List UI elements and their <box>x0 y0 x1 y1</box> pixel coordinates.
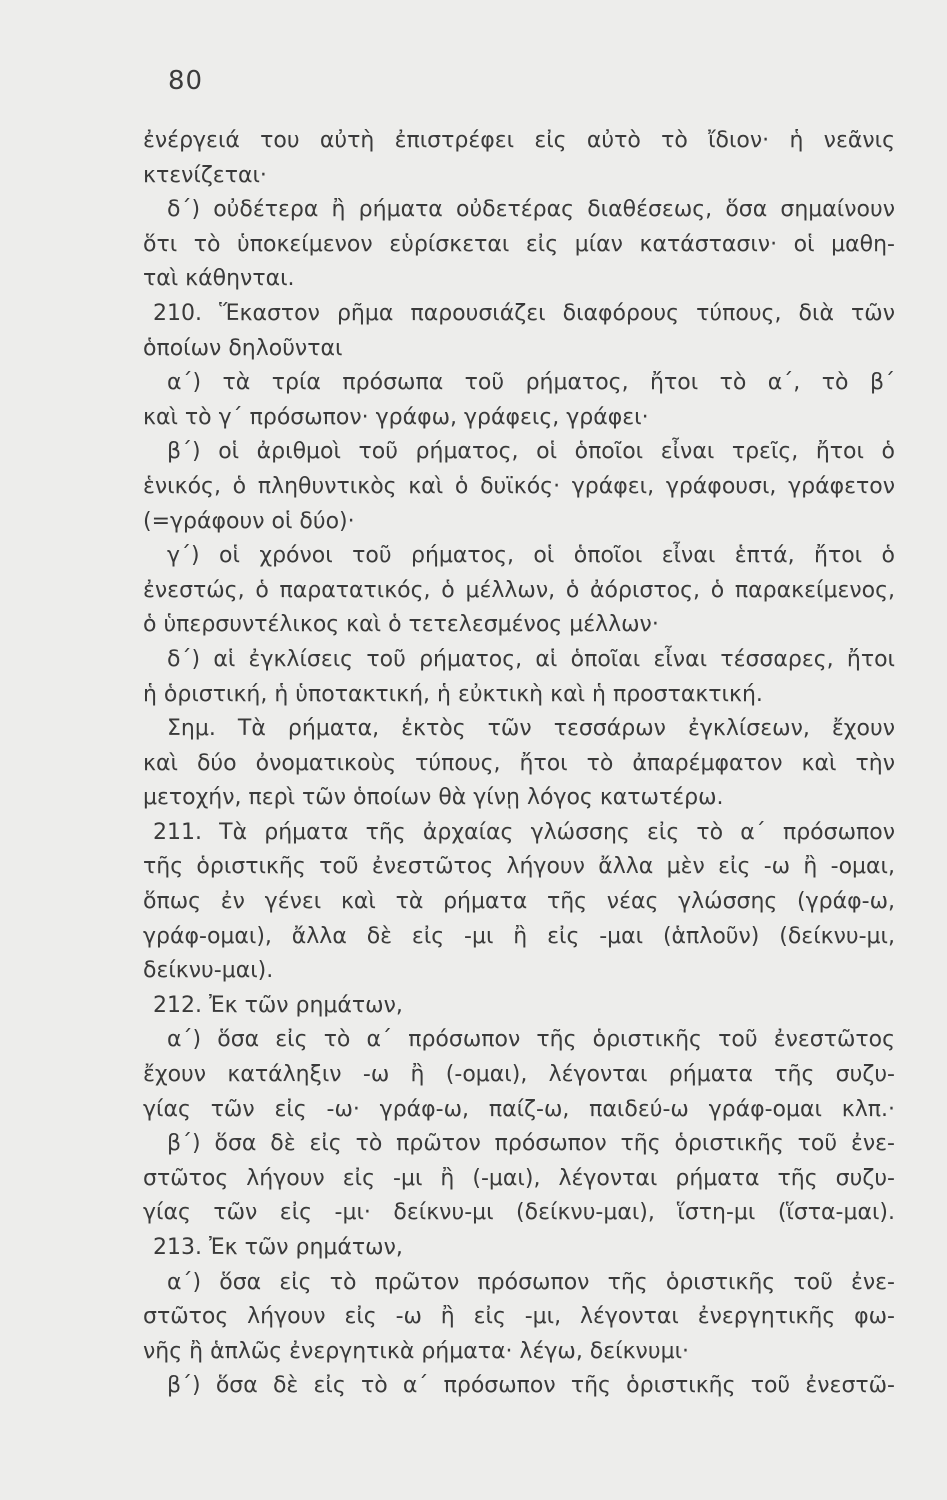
text-line: β΄) οἱ ἀριθμοὶ τοῦ ρήματος, οἱ ὁποῖοι εἶναι τρεῖς, ἤτοι ὁ <box>167 439 895 465</box>
text-line: δείκνυ-μαι). <box>143 958 274 984</box>
text-line: γίας τῶν εἰς -μι· δείκνυ-μι (δείκνυ-μαι), ἵστη-μι (ἵστα-μαι). <box>143 1200 895 1226</box>
text-line: δ΄) οὐδέτερα ἢ ρήματα οὐδετέρας διαθέσεως, ὅσα σημαίνουν <box>167 197 895 223</box>
text-line: ἑνικός, ὁ πληθυντικὸς καὶ ὁ δυϊκός· γράφει, γράφουσι, γράφετον <box>143 473 895 499</box>
text-line: α΄) ὅσα εἰς τὸ πρῶτον πρόσωπον τῆς ὁριστικῆς τοῦ ἐνε- <box>167 1269 895 1295</box>
body-text <box>143 124 895 1404</box>
text-line: νῆς ἢ ἁπλῶς ἐνεργητικὰ ρήματα· λέγω, δείκνυμι· <box>143 1338 690 1364</box>
text-line: 213. Ἐκ τῶν ρημάτων, <box>153 1235 403 1260</box>
text-line: καὶ τὸ γ΄ πρόσωπον· γράφω, γράφεις, γράφει· <box>143 404 649 430</box>
text-line: κτενίζεται· <box>143 162 267 188</box>
text-line: τῆς ὁριστικῆς τοῦ ἐνεστῶτος λήγουν ἄλλα μὲν εἰς -ω ἢ -ομαι, <box>143 854 895 880</box>
text-line: γ΄) οἱ χρόνοι τοῦ ρήματος, οἱ ὁποῖοι εἶναι ἑπτά, ἤτοι ὁ <box>167 543 895 569</box>
text-line: ἡ ὁριστική, ἡ ὑποτακτική, ἡ εὐκτικὴ καὶ ἡ προστακτική. <box>143 681 763 707</box>
text-line: α΄) τὰ τρία πρόσωπα τοῦ ρήματος, ἤτοι τὸ α΄, τὸ β΄ <box>167 370 895 396</box>
text-line: γίας τῶν εἰς -ω· γράφ-ω, παίζ-ω, παιδεύ-ω γράφ-ομαι κλπ.· <box>143 1096 895 1122</box>
text-line: 211. Τὰ ρήματα τῆς ἀρχαίας γλώσσης εἰς τὸ α΄ πρόσωπον <box>153 819 895 845</box>
text-line: ὅπως ἐν γένει καὶ τὰ ρήματα τῆς νέας γλώσσης (γράφ-ω, <box>143 889 895 915</box>
text-line: γράφ-ομαι), ἄλλα δὲ εἰς -μι ἢ εἰς -μαι (ἁπλοῦν) (δείκνυ-μι, <box>143 923 895 949</box>
text-line: στῶτος λήγουν εἰς -μι ἢ (-μαι), λέγονται ρήματα τῆς συζυ- <box>143 1165 895 1191</box>
text-line: 212. Ἐκ τῶν ρημάτων, <box>153 992 403 1018</box>
text-line: 210. Ἕκαστον ρῆμα παρουσιάζει διαφόρους τύπους, διὰ τῶν <box>153 300 895 326</box>
text-line: στῶτος λήγουν εἰς -ω ἢ εἰς -μι, λέγονται ἐνεργητικῆς φω- <box>143 1304 895 1330</box>
text-line: ταὶ κάθηνται. <box>143 266 295 292</box>
text-line: Σημ. Τὰ ρήματα, ἐκτὸς τῶν τεσσάρων ἐγκλίσεων, ἔχουν <box>167 716 895 742</box>
text-line: (=γράφουν οἱ δύο)· <box>143 508 355 534</box>
text-line: ἐνέργειά του αὐτὴ ἐπιστρέφει εἰς αὐτὸ τὸ ἴδιον· ἡ νεᾶνις <box>143 128 895 153</box>
text-line: ὁποίων δηλοῦνται <box>143 335 343 361</box>
text-line: ὁ ὑπερσυντέλικος καὶ ὁ τετελεσμένος μέλλων· <box>143 612 659 638</box>
text-line: δ΄) αἱ ἐγκλίσεις τοῦ ρήματος, αἱ ὁποῖαι εἶναι τέσσαρες, ἤτοι <box>167 646 895 672</box>
text-line: α΄) ὅσα εἰς τὸ α΄ πρόσωπον τῆς ὁριστικῆς τοῦ ἐνεστῶτος <box>167 1027 895 1053</box>
text-line: ἐνεστώς, ὁ παρατατικός, ὁ μέλλων, ὁ ἀόριστος, ὁ παρακείμενος, <box>143 577 895 603</box>
text-line: καὶ δύο ὀνοματικοὺς τύπους, ἤτοι τὸ ἀπαρέμφατον καὶ τὴν <box>143 750 895 776</box>
text-line: μετοχήν, περὶ τῶν ὁποίων θὰ γίνῃ λόγος κατωτέρω. <box>143 785 724 811</box>
text-line: ἔχουν κατάληξιν -ω ἢ (-ομαι), λέγονται ρήματα τῆς συζυ- <box>143 1062 895 1088</box>
text-line: ὅτι τὸ ὑποκείμενον εὑρίσκεται εἰς μίαν κατάστασιν· οἱ μαθη- <box>143 231 895 257</box>
text-line: β΄) ὅσα δὲ εἰς τὸ α΄ πρόσωπον τῆς ὁριστικῆς τοῦ ἐνεστῶ- <box>167 1373 895 1399</box>
page-number: 80 <box>168 66 204 96</box>
text-line: β΄) ὅσα δὲ εἰς τὸ πρῶτον πρόσωπον τῆς ὁριστικῆς τοῦ ἐνε- <box>167 1131 895 1157</box>
